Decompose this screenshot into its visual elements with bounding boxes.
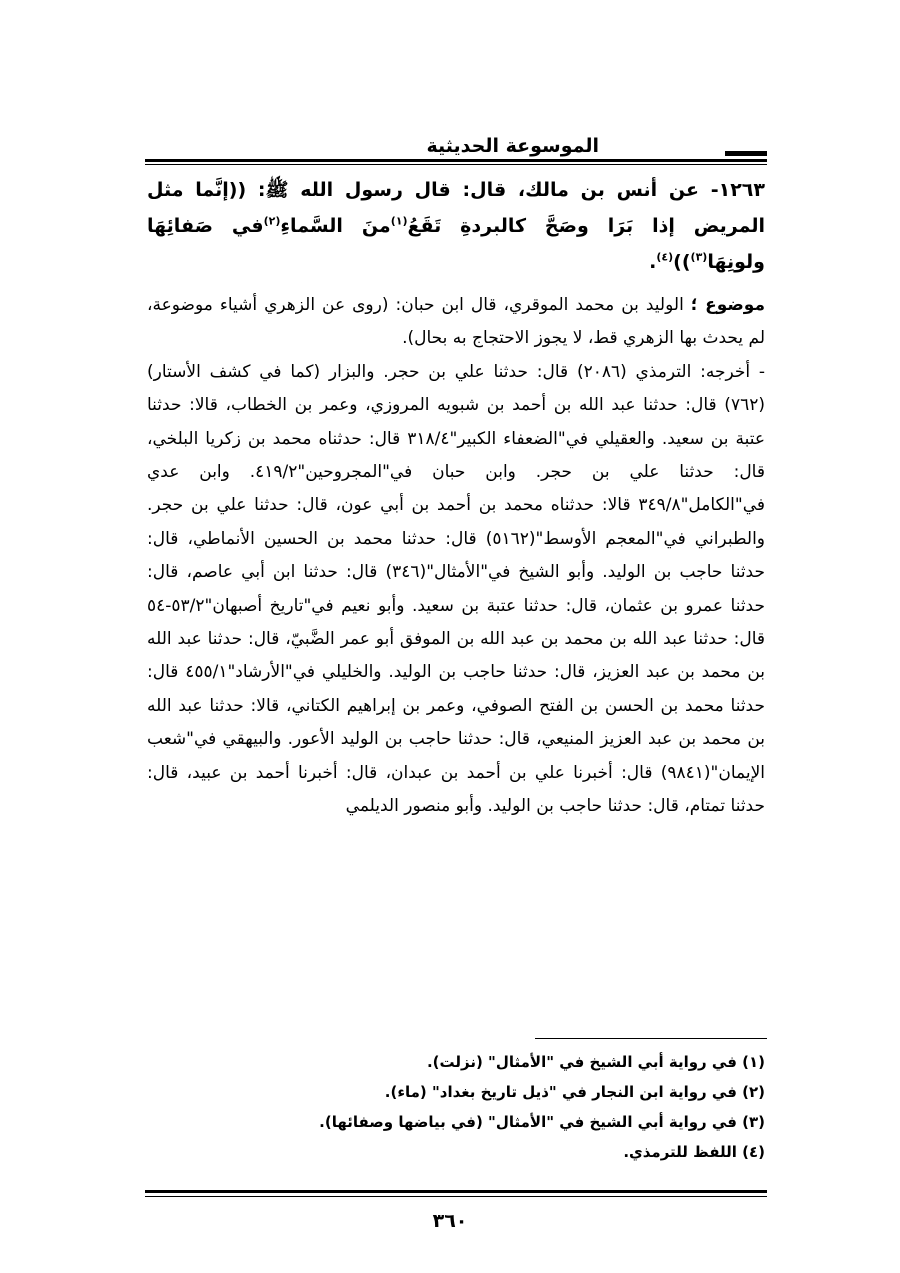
footer-rule-thin [145, 1196, 767, 1197]
footnote-2: (٢) في رواية ابن النجار في "ذيل تاريخ بغداد" (ماء). [384, 1083, 765, 1101]
hadith-text: ١٢٦٣- عن أنس بن مالك، قال: قال رسول الله ﷺ: ((إنَّما مثل المريض إذا بَرَا وصَحَّ كالبردةِ تَقَعُ$^{(١)}$منَ السَّماءِ$^{(٢)}$في صَفائِهَا ولونِهَا$^{(٣)}$))$^{(٤)}$. [147, 179, 766, 273]
footnote-3: (٣) في رواية أبي الشيخ في "الأمثال" (في بياضها وصفائها). [319, 1113, 765, 1131]
grade-paragraph [147, 289, 765, 356]
footnote-1: (١) في رواية أبي الشيخ في "الأمثال" (نزلت). [426, 1053, 765, 1071]
footnote-4: (٤) اللفظ للترمذي. [623, 1143, 765, 1161]
footnote-ref-4: (٤) [656, 250, 674, 264]
header-title: الموسوعة الحديثية [417, 133, 610, 159]
footnote-ref-2: (٢) [263, 214, 281, 228]
header-rule [145, 159, 767, 162]
page-number: ٣٦٠ [432, 1210, 468, 1232]
footnote-ref-3: (٣) [690, 250, 708, 264]
grade-label: موضوع ؛ [690, 295, 765, 315]
header-ornament [725, 151, 767, 156]
header-rule-thin [145, 164, 767, 165]
footnote-separator [535, 1038, 767, 1039]
main-text [147, 172, 765, 824]
running-header [145, 133, 767, 167]
grade-text: الوليد بن محمد الموقري، قال ابن حبان: (روى عن الزهري أشياء موضوعة، لم يحدث بها الزهري قط، لا يجوز الاحتجاج به بحال). [147, 295, 765, 349]
footnote-ref-1: (١) [390, 214, 408, 228]
takhrij-paragraph: - أخرجه: الترمذي (٢٠٨٦) قال: حدثنا علي بن حجر. والبزار (كما في كشف الأستار) (٧٦٢) قال: حدثنا عبد الله بن أحمد بن شبويه المروزي، وعمر بن الخطاب، قالا: حدثنا عتبة بن سعيد. والعقيلي في"الضعفاء الكبير"٣١٨/٤ قال: حدثناه محمد بن زكريا البلخي، قال: حدثنا علي بن حجر. وابن حبان في"المجروحين"٤١٩/٢. وابن عدي في"الكامل"٣٤٩/٨ قالا: حدثناه محمد بن أحمد بن أبي عون، قال: حدثنا علي بن حجر. والطبراني في"المعجم الأوسط"(٥١٦٢) قال: حدثنا محمد بن الحسين الأنماطي، قال: حدثنا حاجب بن الوليد. وأبو الشيخ في"الأمثال"(٣٤٦) قال: حدثنا ابن أبي عاصم، قال: حدثنا عمرو بن عثمان، قال: حدثنا عتبة بن سعيد. وأبو نعيم في"تاريخ أصبهان"٥٣/٢-٥٤ قال: حدثنا عبد الله بن محمد بن عبد الله بن الموفق أبو عمر الضَّبيّ، قال: حدثنا عبد الله بن محمد بن عبد العزيز، قال: حدثنا حاجب بن الوليد. والخليلي في"الأرشاد"٤٥٥/١ قال: حدثنا محمد بن الحسن بن الفتح الصوفي، وعمر بن إبراهيم الكتاني، قالا: حدثنا عبد الله بن محمد بن عبد العزيز المنيعي، قال: حدثنا حاجب بن الوليد الأعور. والبيهقي في"شعب الإيمان"(٩٨٤١) قال: أخبرنا علي بن أحمد بن عبدان، قال: أخبرنا أحمد بن عبيد، قال: حدثنا تمتام، قال: حدثنا حاجب بن الوليد. وأبو منصور الديلمي [147, 361, 766, 817]
footer-rule [145, 1190, 767, 1193]
footnotes [147, 1047, 765, 1167]
